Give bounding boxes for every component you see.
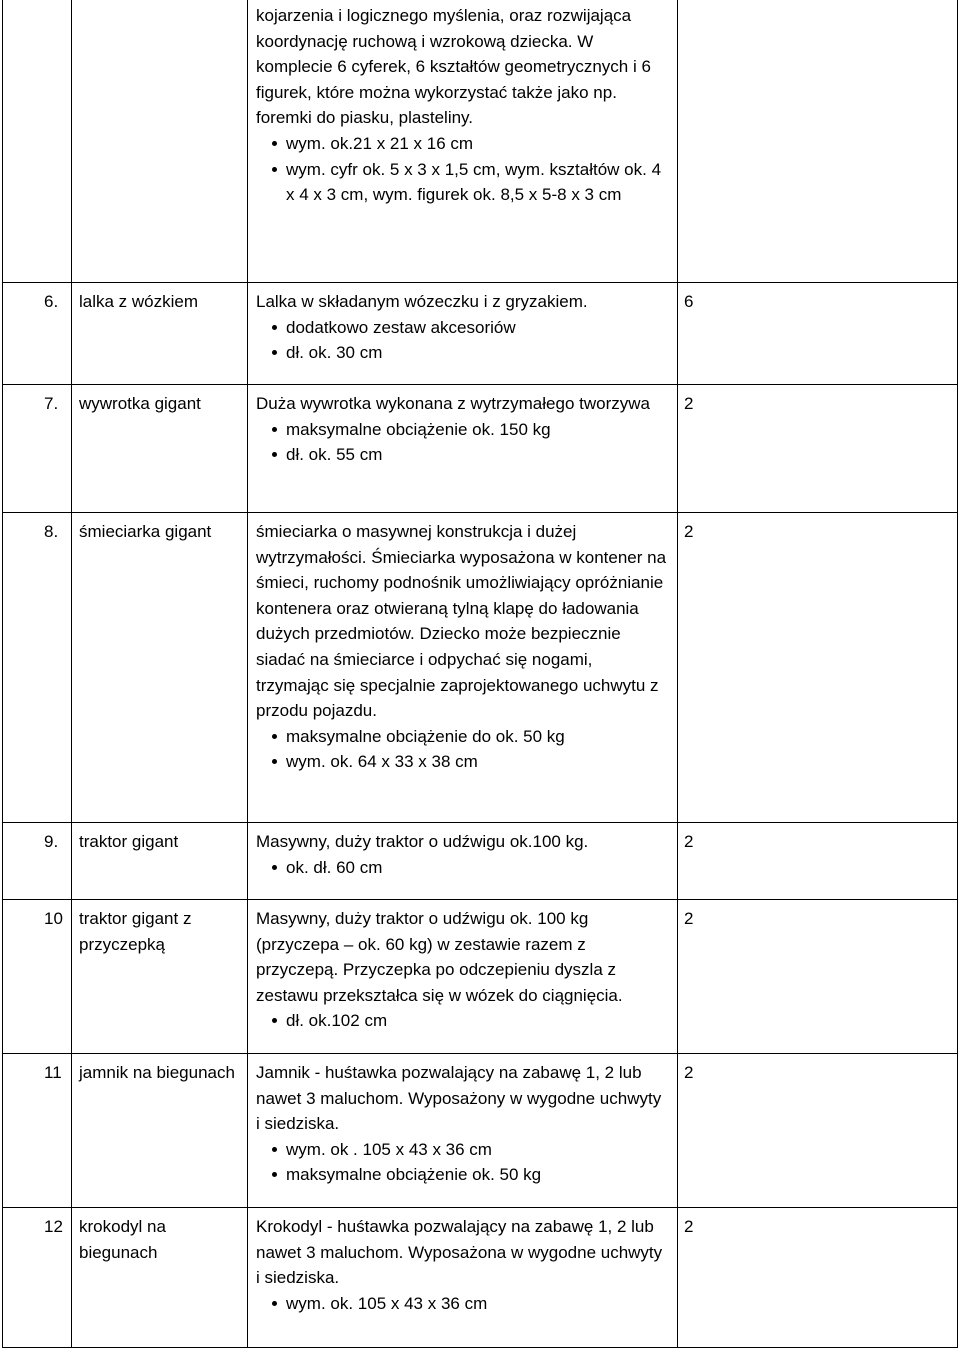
description-text: kojarzenia i logicznego myślenia, oraz rozwijająca koordynację ruchową i wzrokową dziecka. W komplecie 6 cyferek, 6 kształtów geometrycznych i 6 figurek, które można wykorzystać także jako np. foremki do piasku, plasteliny. xyxy=(256,6,651,128)
table-row xyxy=(3,385,958,513)
description-text: Masywny, duży traktor o udźwigu ok.100 kg. xyxy=(256,832,589,851)
quantity: 2 xyxy=(678,513,958,823)
table-row xyxy=(3,823,958,900)
table-row xyxy=(3,283,958,385)
description-text: śmieciarka o masywnej konstrukcja i dużej wytrzymałości. Śmieciarka wyposażona w kontener na śmieci, ruchomy podnośnik umożliwiający opróżnianie kontenera oraz otwieraną tylną klapę do ładowania dużych przedmiotów. Dziecko może bezpiecznie siadać na śmieciarce i odpychać się nogami, trzymając się specjalnie zaprojektowanego uchwytu z przodu pojazdu. xyxy=(256,522,667,721)
product-description xyxy=(248,1208,678,1348)
spec-list xyxy=(256,1291,669,1317)
row-number: 7. xyxy=(3,385,72,513)
description-text: Jamnik - huśtawka pozwalający na zabawę 1, 2 lub nawet 3 maluchom. Wyposażony w wygodne uchwyty i siedziska. xyxy=(256,1063,662,1134)
spec-list xyxy=(256,131,669,208)
spec-item: wym. ok.21 x 21 x 16 cm xyxy=(272,131,669,157)
spec-item: dł. ok. 30 cm xyxy=(272,340,669,366)
spec-list xyxy=(256,724,669,775)
description-text: Lalka w składanym wózeczku i z gryzakiem. xyxy=(256,292,588,311)
spec-list xyxy=(256,417,669,468)
quantity: 2 xyxy=(678,900,958,1054)
product-name xyxy=(72,0,248,283)
spec-list xyxy=(256,855,669,881)
row-number: 11 xyxy=(3,1054,72,1208)
quantity: 2 xyxy=(678,823,958,900)
product-description xyxy=(248,283,678,385)
spec-item: wym. ok. 64 x 33 x 38 cm xyxy=(272,749,669,775)
product-name: śmieciarka gigant xyxy=(72,513,248,823)
product-description xyxy=(248,900,678,1054)
product-name: traktor gigant xyxy=(72,823,248,900)
description-text: Duża wywrotka wykonana z wytrzymałego tworzywa xyxy=(256,394,650,413)
quantity: 2 xyxy=(678,385,958,513)
product-name: krokodyl na biegunach xyxy=(72,1208,248,1348)
product-description xyxy=(248,823,678,900)
spec-item: ok. dł. 60 cm xyxy=(272,855,669,881)
spec-item: wym. ok . 105 x 43 x 36 cm xyxy=(272,1137,669,1163)
product-description xyxy=(248,0,678,283)
quantity: 2 xyxy=(678,1054,958,1208)
spec-item: maksymalne obciążenie do ok. 50 kg xyxy=(272,724,669,750)
spec-item: dł. ok. 55 cm xyxy=(272,442,669,468)
row-number: 12 xyxy=(3,1208,72,1348)
row-number: 10 xyxy=(3,900,72,1054)
product-description xyxy=(248,385,678,513)
row-number xyxy=(3,0,72,283)
row-number: 6. xyxy=(3,283,72,385)
table-row xyxy=(3,1054,958,1208)
spec-list xyxy=(256,315,669,366)
spec-list xyxy=(256,1008,669,1034)
product-name: traktor gigant z przyczepką xyxy=(72,900,248,1054)
product-name: jamnik na biegunach xyxy=(72,1054,248,1208)
table-row xyxy=(3,0,958,283)
quantity: 6 xyxy=(678,283,958,385)
product-name: wywrotka gigant xyxy=(72,385,248,513)
table-row xyxy=(3,900,958,1054)
spec-item: maksymalne obciążenie ok. 150 kg xyxy=(272,417,669,443)
product-description xyxy=(248,1054,678,1208)
product-name: lalka z wózkiem xyxy=(72,283,248,385)
product-table xyxy=(2,0,958,1348)
quantity xyxy=(678,0,958,283)
description-text: Masywny, duży traktor o udźwigu ok. 100 kg (przyczepa – ok. 60 kg) w zestawie razem z przyczepą. Przyczepka po odczepieniu dyszla z zestawu przekształca się w wózek do ciągnięcia. xyxy=(256,909,623,1005)
spec-list xyxy=(256,1137,669,1188)
row-number: 8. xyxy=(3,513,72,823)
spec-item: wym. cyfr ok. 5 x 3 x 1,5 cm, wym. kształtów ok. 4 x 4 x 3 cm, wym. figurek ok. 8,5 x 5-8 x 3 cm xyxy=(272,157,669,208)
spec-item: maksymalne obciążenie ok. 50 kg xyxy=(272,1162,669,1188)
row-number: 9. xyxy=(3,823,72,900)
quantity: 2 xyxy=(678,1208,958,1348)
spec-item: wym. ok. 105 x 43 x 36 cm xyxy=(272,1291,669,1317)
spec-item: dł. ok.102 cm xyxy=(272,1008,669,1034)
table-row xyxy=(3,513,958,823)
table-row xyxy=(3,1208,958,1348)
spec-item: dodatkowo zestaw akcesoriów xyxy=(272,315,669,341)
description-text: Krokodyl - huśtawka pozwalający na zabawę 1, 2 lub nawet 3 maluchom. Wyposażona w wygodne uchwyty i siedziska. xyxy=(256,1217,663,1288)
product-description xyxy=(248,513,678,823)
